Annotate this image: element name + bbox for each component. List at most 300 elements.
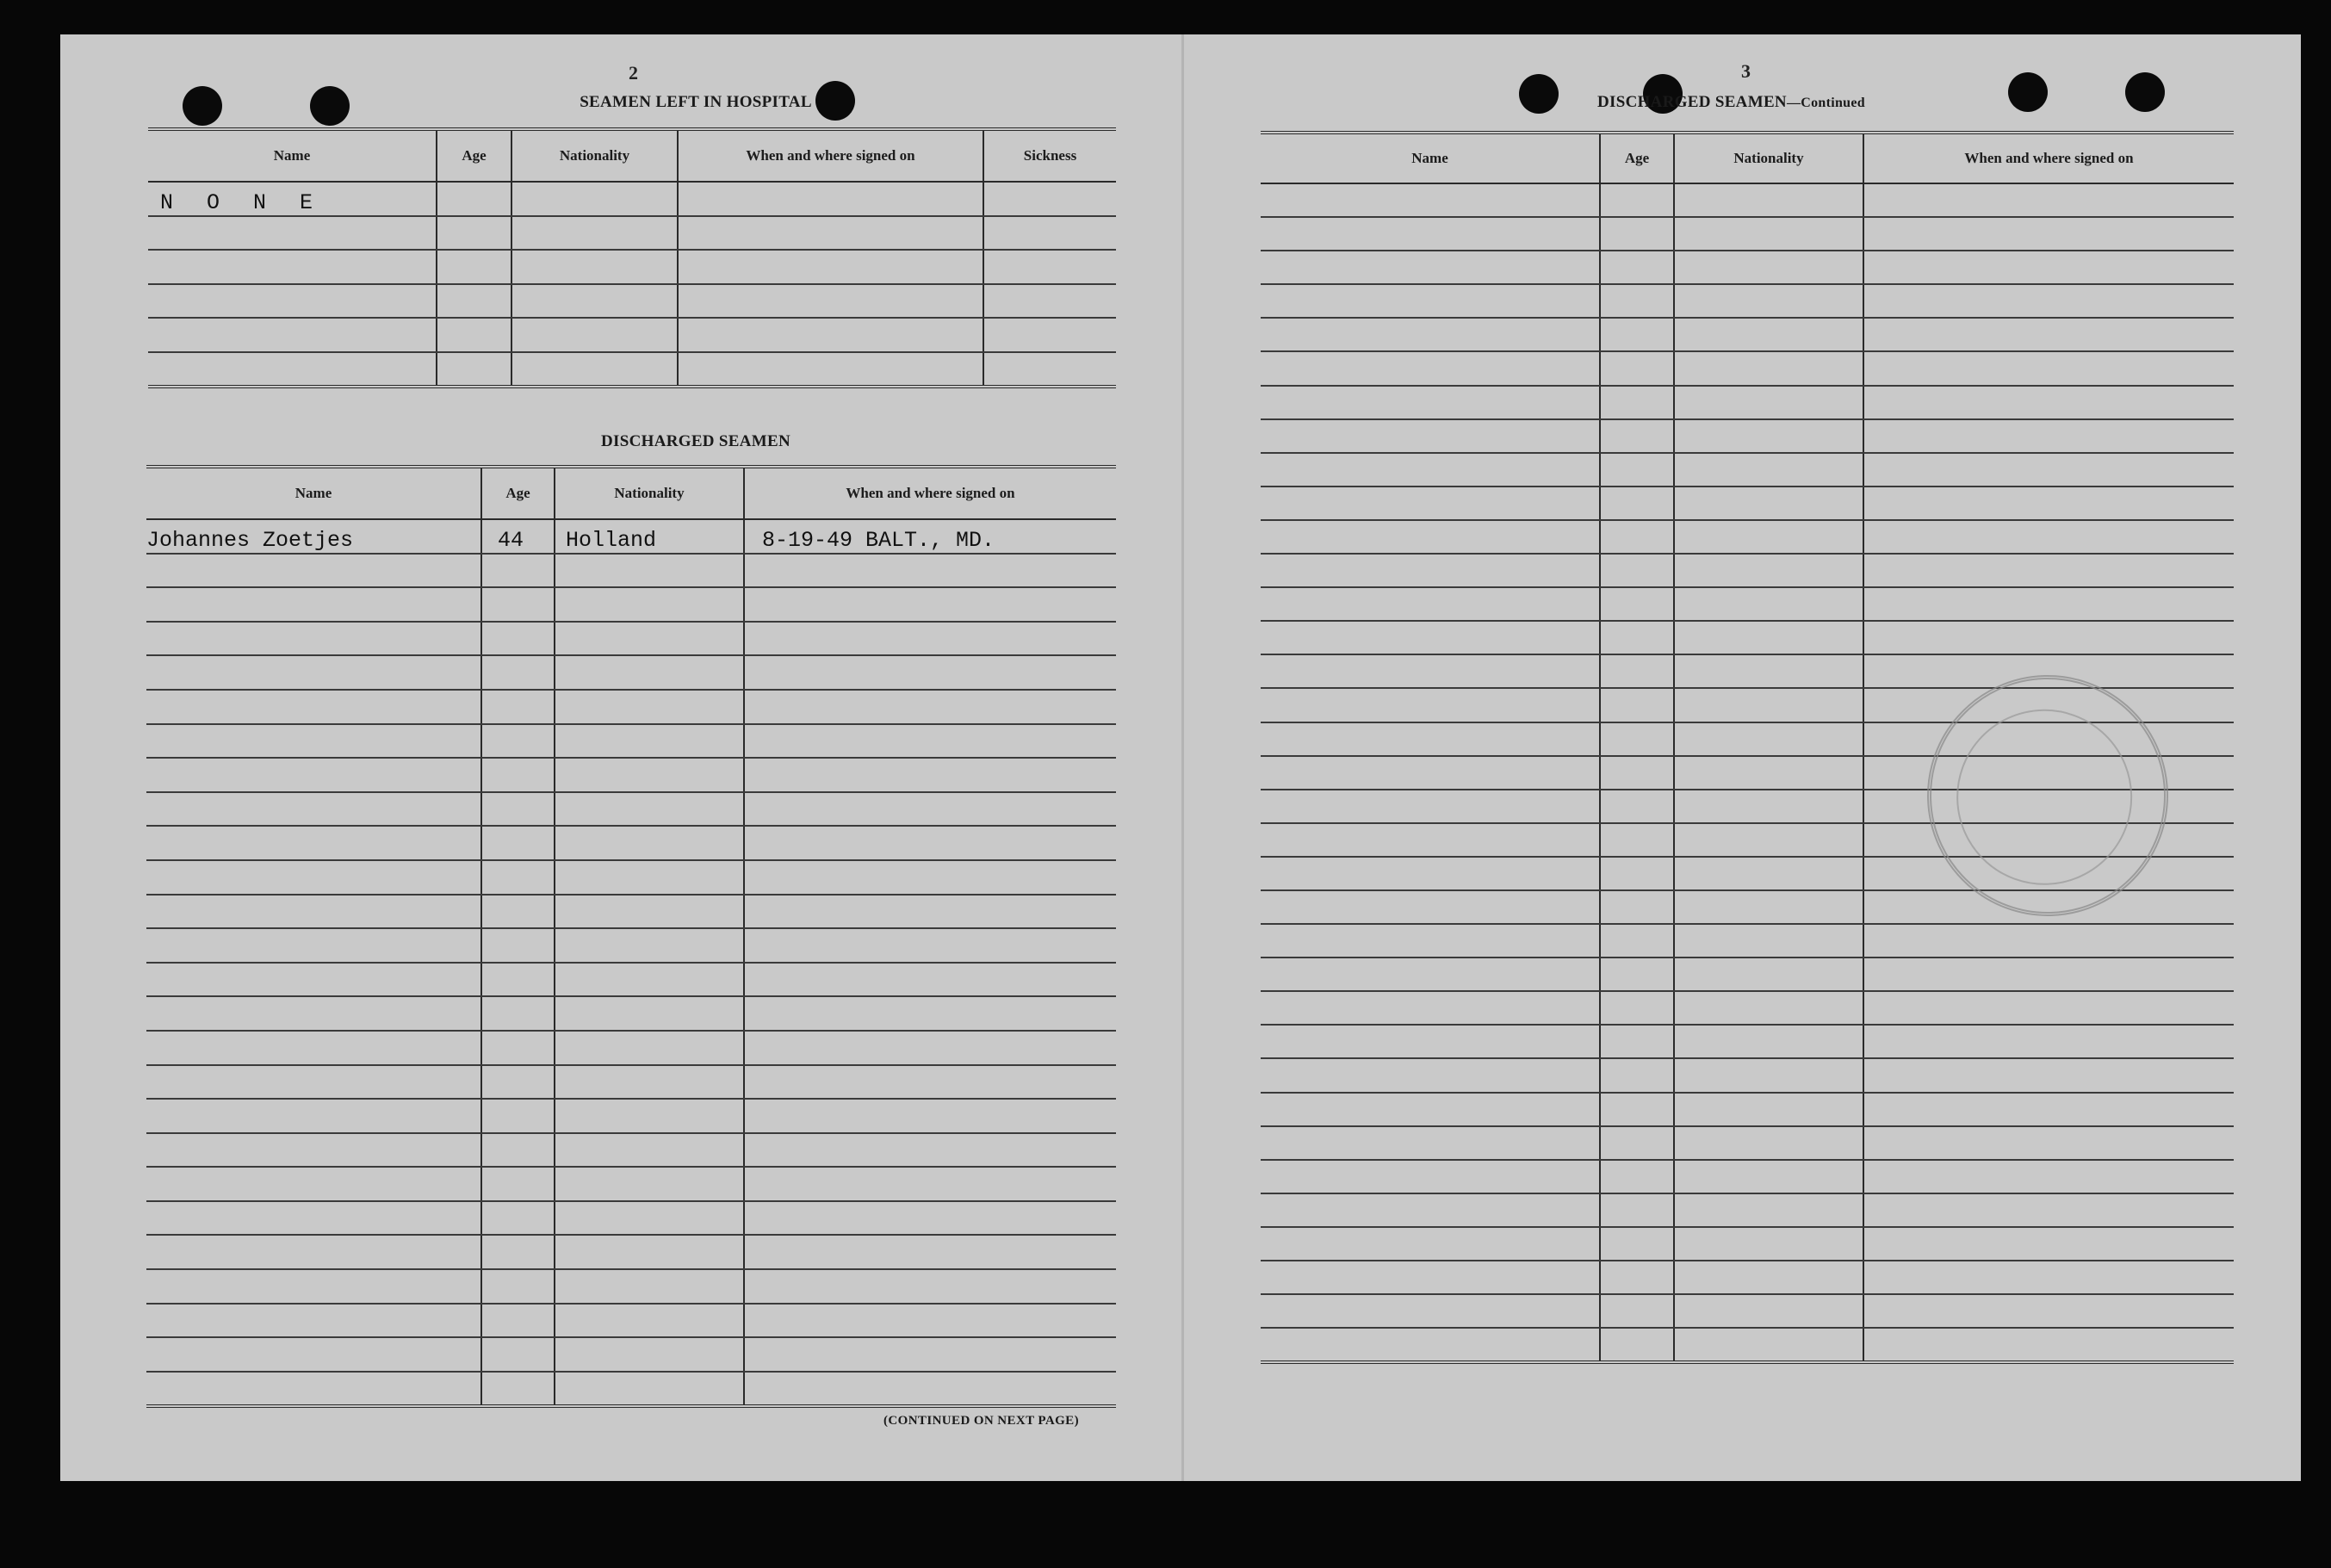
empty-cell: [1261, 419, 1600, 453]
table-row: [146, 792, 1116, 827]
empty-cell: [1674, 688, 1863, 722]
empty-cell: [1600, 991, 1674, 1025]
empty-cell: [146, 963, 481, 997]
table-row: [1261, 1261, 2234, 1294]
empty-cell: [1600, 1227, 1674, 1261]
empty-cell: [481, 1201, 555, 1236]
continued-footer: (CONTINUED ON NEXT PAGE): [883, 1414, 1079, 1428]
empty-cell: [1863, 251, 2234, 284]
punch-hole-mark: [2008, 72, 2048, 112]
empty-cell: [1863, 520, 2234, 554]
empty-cell: [1600, 520, 1674, 554]
empty-cell: [555, 1372, 744, 1407]
empty-cell: [1863, 318, 2234, 351]
empty-cell: [744, 1201, 1116, 1236]
empty-cell: [1863, 386, 2234, 419]
empty-cell: [1674, 756, 1863, 790]
empty-cell: [146, 1133, 481, 1168]
hospital-header-row: [148, 129, 1116, 182]
table-row: [146, 1201, 1116, 1236]
empty-cell: [1600, 587, 1674, 621]
empty-cell: [1863, 1093, 2234, 1126]
empty-cell: [146, 655, 481, 690]
empty-cell: [481, 1065, 555, 1100]
empty-cell: [555, 996, 744, 1031]
table-row: [148, 216, 1116, 251]
table-row: [1261, 991, 2234, 1025]
right-col-name: Name: [1261, 133, 1600, 183]
empty-cell: [1261, 756, 1600, 790]
empty-cell: [1863, 621, 2234, 654]
empty-cell: [555, 1337, 744, 1372]
empty-cell: [146, 928, 481, 963]
empty-cell: [1261, 487, 1600, 520]
right-col-age: Age: [1600, 133, 1674, 183]
empty-cell: [146, 826, 481, 860]
empty-cell: [1600, 688, 1674, 722]
empty-cell: [555, 655, 744, 690]
empty-cell: [1600, 924, 1674, 958]
empty-cell: [1261, 1193, 1600, 1227]
hospital-signed-on-cell: [678, 182, 983, 216]
empty-cell: [481, 792, 555, 827]
empty-cell: [1674, 857, 1863, 890]
empty-cell: [555, 895, 744, 929]
empty-cell: [744, 724, 1116, 759]
right-col-signed-on: When and where signed on: [1863, 133, 2234, 183]
empty-cell: [146, 1201, 481, 1236]
empty-cell: [1261, 386, 1600, 419]
empty-cell: [481, 895, 555, 929]
table-row: [146, 895, 1116, 929]
discharged-col-age: Age: [481, 467, 555, 519]
table-row: [146, 1099, 1116, 1133]
empty-cell: [1674, 419, 1863, 453]
empty-cell: [481, 587, 555, 622]
table-row: [1261, 587, 2234, 621]
empty-cell: [1261, 1294, 1600, 1328]
empty-cell: [555, 1269, 744, 1304]
discharged-col-signed-on: When and where signed on: [744, 467, 1116, 519]
table-row: [146, 1133, 1116, 1168]
empty-cell: [744, 826, 1116, 860]
empty-cell: [1674, 520, 1863, 554]
table-row: [146, 1167, 1116, 1201]
empty-cell: [481, 1099, 555, 1133]
table-row: [1261, 453, 2234, 487]
hospital-col-nationality: Nationality: [511, 129, 678, 182]
empty-cell: [1600, 419, 1674, 453]
empty-cell: [481, 1133, 555, 1168]
empty-cell: [1674, 1227, 1863, 1261]
empty-cell: [481, 1372, 555, 1407]
table-row: [146, 690, 1116, 724]
empty-cell: [555, 826, 744, 860]
empty-cell: [1261, 1261, 1600, 1294]
empty-cell: [1261, 318, 1600, 351]
empty-cell: [481, 1304, 555, 1338]
empty-cell: [1863, 1294, 2234, 1328]
empty-cell: [1261, 722, 1600, 756]
empty-cell: [555, 1065, 744, 1100]
empty-cell: [555, 1167, 744, 1201]
empty-cell: [1863, 183, 2234, 217]
punch-hole-mark: [1519, 74, 1559, 114]
empty-cell: [1600, 621, 1674, 654]
ledger-sheet: [60, 34, 2301, 1481]
hospital-col-name: Name: [148, 129, 437, 182]
empty-cell: [744, 1065, 1116, 1100]
empty-cell: [1674, 790, 1863, 823]
table-row: [1261, 1328, 2234, 1362]
empty-cell: [1261, 251, 1600, 284]
empty-cell: [1863, 1058, 2234, 1092]
empty-cell: [1600, 857, 1674, 890]
empty-cell: [1863, 1160, 2234, 1193]
table-row: [146, 1337, 1116, 1372]
table-row: [1261, 251, 2234, 284]
empty-cell: [1674, 654, 1863, 688]
discharged-name-cell: Johannes Zoetjes: [146, 519, 481, 554]
empty-cell: [1674, 958, 1863, 991]
empty-cell: [1674, 587, 1863, 621]
empty-cell: [744, 963, 1116, 997]
empty-cell: [1674, 1058, 1863, 1092]
table-row: [1261, 1058, 2234, 1092]
empty-cell: [1261, 1227, 1600, 1261]
empty-cell: [1863, 924, 2234, 958]
empty-cell: [555, 1304, 744, 1338]
empty-cell: [481, 860, 555, 895]
hospital-col-age: Age: [437, 129, 511, 182]
empty-cell: [481, 1269, 555, 1304]
empty-cell: [1674, 890, 1863, 924]
table-row: [1261, 386, 2234, 419]
hospital-col-sickness: Sickness: [983, 129, 1116, 182]
table-row: [146, 860, 1116, 895]
empty-cell: [555, 1201, 744, 1236]
empty-cell: [744, 554, 1116, 588]
empty-cell: [1674, 1126, 1863, 1160]
table-row: [146, 1031, 1116, 1065]
empty-cell: [1863, 991, 2234, 1025]
empty-cell: [744, 1269, 1116, 1304]
empty-cell: [744, 622, 1116, 656]
empty-cell: [1600, 756, 1674, 790]
table-row: [148, 250, 1116, 284]
hospital-col-signed-on: When and where signed on: [678, 129, 983, 182]
table-row: [146, 554, 1116, 588]
discharged-header-row: [146, 467, 1116, 519]
table-row: [146, 622, 1116, 656]
right-header-row: [1261, 133, 2234, 183]
table-row: [1261, 1025, 2234, 1058]
empty-cell: [146, 622, 481, 656]
empty-cell: [481, 1235, 555, 1269]
table-row: [146, 724, 1116, 759]
hospital-name-cell: N O N E: [148, 182, 437, 216]
empty-cell: [1600, 183, 1674, 217]
discharged-signed-on-cell: 8-19-49 BALT., MD.: [744, 519, 1116, 554]
empty-cell: [1674, 284, 1863, 318]
empty-cell: [481, 1167, 555, 1201]
table-row: [148, 352, 1116, 387]
empty-cell: [555, 928, 744, 963]
empty-cell: [744, 996, 1116, 1031]
empty-cell: [555, 860, 744, 895]
hospital-table: [148, 127, 1116, 388]
table-row: [146, 655, 1116, 690]
empty-cell: [1600, 487, 1674, 520]
empty-cell: [1261, 351, 1600, 385]
empty-cell: [146, 1337, 481, 1372]
empty-cell: [1261, 958, 1600, 991]
empty-cell: [481, 622, 555, 656]
empty-cell: [1600, 318, 1674, 351]
empty-cell: [146, 1304, 481, 1338]
table-row: [1261, 351, 2234, 385]
empty-cell: [1600, 890, 1674, 924]
empty-cell: [1261, 453, 1600, 487]
empty-cell: [1674, 1160, 1863, 1193]
empty-cell: [481, 655, 555, 690]
empty-cell: [1600, 351, 1674, 385]
empty-cell: [744, 587, 1116, 622]
table-row: [1261, 520, 2234, 554]
empty-cell: [1261, 621, 1600, 654]
empty-cell: [146, 554, 481, 588]
empty-cell: [744, 1372, 1116, 1407]
empty-cell: [481, 758, 555, 792]
empty-cell: [146, 1167, 481, 1201]
empty-cell: [1600, 1328, 1674, 1362]
empty-cell: [146, 690, 481, 724]
empty-cell: [1261, 1058, 1600, 1092]
empty-cell: [481, 928, 555, 963]
empty-cell: [744, 860, 1116, 895]
empty-cell: [1600, 1261, 1674, 1294]
table-row: [1261, 284, 2234, 318]
stamp-inner-ring: [1931, 685, 2156, 909]
empty-cell: [1863, 351, 2234, 385]
empty-cell: [1674, 991, 1863, 1025]
empty-cell: [1261, 587, 1600, 621]
punch-hole-mark: [183, 86, 222, 126]
empty-cell: [1261, 688, 1600, 722]
empty-cell: [1261, 520, 1600, 554]
empty-cell: [1600, 1058, 1674, 1092]
table-row: [146, 1304, 1116, 1338]
empty-cell: [1863, 958, 2234, 991]
empty-cell: [744, 1133, 1116, 1168]
empty-cell: [555, 758, 744, 792]
discharged-col-name: Name: [146, 467, 481, 519]
empty-cell: [1863, 1025, 2234, 1058]
empty-cell: [744, 655, 1116, 690]
empty-cell: [1600, 284, 1674, 318]
table-row: [1261, 318, 2234, 351]
empty-cell: [1863, 487, 2234, 520]
discharged-nationality-cell: Holland: [555, 519, 744, 554]
empty-cell: [481, 826, 555, 860]
empty-cell: [1261, 1025, 1600, 1058]
empty-cell: [555, 690, 744, 724]
empty-cell: [555, 554, 744, 588]
table-row: [1261, 1227, 2234, 1261]
empty-cell: [744, 1235, 1116, 1269]
discharged-col-nationality: Nationality: [555, 467, 744, 519]
hospital-sickness-cell: [983, 182, 1116, 216]
empty-cell: [481, 1031, 555, 1065]
empty-cell: [1600, 251, 1674, 284]
empty-cell: [1600, 1126, 1674, 1160]
table-row: [1261, 487, 2234, 520]
empty-cell: [744, 1337, 1116, 1372]
empty-cell: [1261, 1328, 1600, 1362]
table-row: [1261, 419, 2234, 453]
table-row: [1261, 1160, 2234, 1193]
table-row: [148, 318, 1116, 352]
empty-cell: [1261, 183, 1600, 217]
table-row: [146, 1269, 1116, 1304]
empty-cell: [555, 1099, 744, 1133]
empty-cell: [555, 1235, 744, 1269]
empty-cell: [1261, 991, 1600, 1025]
empty-cell: [555, 792, 744, 827]
empty-cell: [1674, 1261, 1863, 1294]
empty-cell: [1674, 183, 1863, 217]
empty-cell: [1261, 890, 1600, 924]
table-row: [146, 1235, 1116, 1269]
empty-cell: [481, 690, 555, 724]
empty-cell: [1674, 722, 1863, 756]
empty-cell: [146, 758, 481, 792]
empty-cell: [744, 690, 1116, 724]
empty-cell: [146, 895, 481, 929]
empty-cell: [744, 895, 1116, 929]
punch-hole-mark: [2125, 72, 2165, 112]
empty-cell: [1600, 386, 1674, 419]
table-row: [1261, 924, 2234, 958]
table-row: [1261, 1126, 2234, 1160]
empty-cell: [1600, 1160, 1674, 1193]
table-row: [146, 758, 1116, 792]
empty-cell: [1674, 1025, 1863, 1058]
empty-cell: [744, 792, 1116, 827]
empty-cell: [744, 758, 1116, 792]
empty-cell: [1863, 217, 2234, 251]
empty-cell: [1261, 823, 1600, 857]
table-row: [146, 963, 1116, 997]
empty-cell: [744, 1304, 1116, 1338]
empty-cell: [1863, 1261, 2234, 1294]
empty-cell: [146, 1235, 481, 1269]
table-row: [146, 1065, 1116, 1100]
right-title-main: DISCHARGED SEAMEN: [1597, 93, 1787, 111]
hospital-age-cell: [437, 182, 511, 216]
empty-cell: [481, 724, 555, 759]
empty-cell: [146, 1099, 481, 1133]
empty-cell: [555, 622, 744, 656]
empty-cell: [1863, 1126, 2234, 1160]
empty-cell: [1863, 587, 2234, 621]
table-row: [1261, 1294, 2234, 1328]
empty-cell: [744, 1167, 1116, 1201]
discharged-table: [146, 465, 1116, 1408]
empty-cell: [555, 1133, 744, 1168]
table-row: [1261, 958, 2234, 991]
empty-cell: [1600, 453, 1674, 487]
table-row: [1261, 1093, 2234, 1126]
table-row: [146, 826, 1116, 860]
empty-cell: [1863, 1227, 2234, 1261]
empty-cell: [1674, 823, 1863, 857]
left-page-number: 2: [629, 62, 638, 84]
empty-cell: [1674, 1093, 1863, 1126]
empty-cell: [1674, 1328, 1863, 1362]
right-page-number: 3: [1741, 60, 1751, 82]
empty-cell: [1674, 217, 1863, 251]
empty-cell: [1600, 554, 1674, 587]
discharged-section-title: DISCHARGED SEAMEN: [601, 432, 790, 450]
empty-cell: [1674, 251, 1863, 284]
empty-cell: [1600, 958, 1674, 991]
empty-cell: [1600, 823, 1674, 857]
empty-cell: [146, 1269, 481, 1304]
empty-cell: [1674, 554, 1863, 587]
empty-cell: [146, 792, 481, 827]
empty-cell: [744, 1099, 1116, 1133]
hospital-section-title: SEAMEN LEFT IN HOSPITAL: [580, 93, 812, 111]
empty-cell: [1674, 1294, 1863, 1328]
punch-hole-mark: [310, 86, 350, 126]
empty-cell: [481, 963, 555, 997]
table-row: [146, 587, 1116, 622]
empty-cell: [481, 554, 555, 588]
empty-cell: [1261, 217, 1600, 251]
right-section-title: [1597, 93, 1865, 112]
empty-cell: [1674, 318, 1863, 351]
empty-cell: [146, 1372, 481, 1407]
empty-cell: [1261, 1093, 1600, 1126]
empty-cell: [744, 928, 1116, 963]
empty-cell: [1261, 284, 1600, 318]
table-row: [1261, 1193, 2234, 1227]
empty-cell: [1600, 790, 1674, 823]
empty-cell: [481, 996, 555, 1031]
empty-cell: [1863, 453, 2234, 487]
empty-cell: [1600, 1193, 1674, 1227]
empty-cell: [1863, 554, 2234, 587]
table-row: [1261, 621, 2234, 654]
table-row: [1261, 217, 2234, 251]
table-row: [1261, 183, 2234, 217]
table-row: [146, 996, 1116, 1031]
empty-cell: [1674, 386, 1863, 419]
table-row: [1261, 554, 2234, 587]
empty-cell: [1600, 1025, 1674, 1058]
empty-cell: [1261, 924, 1600, 958]
empty-cell: [1863, 1328, 2234, 1362]
empty-cell: [555, 587, 744, 622]
empty-cell: [1600, 1093, 1674, 1126]
empty-cell: [1863, 284, 2234, 318]
empty-cell: [481, 1337, 555, 1372]
empty-cell: [1863, 419, 2234, 453]
empty-cell: [146, 1031, 481, 1065]
table-row: [146, 928, 1116, 963]
empty-cell: [1674, 621, 1863, 654]
